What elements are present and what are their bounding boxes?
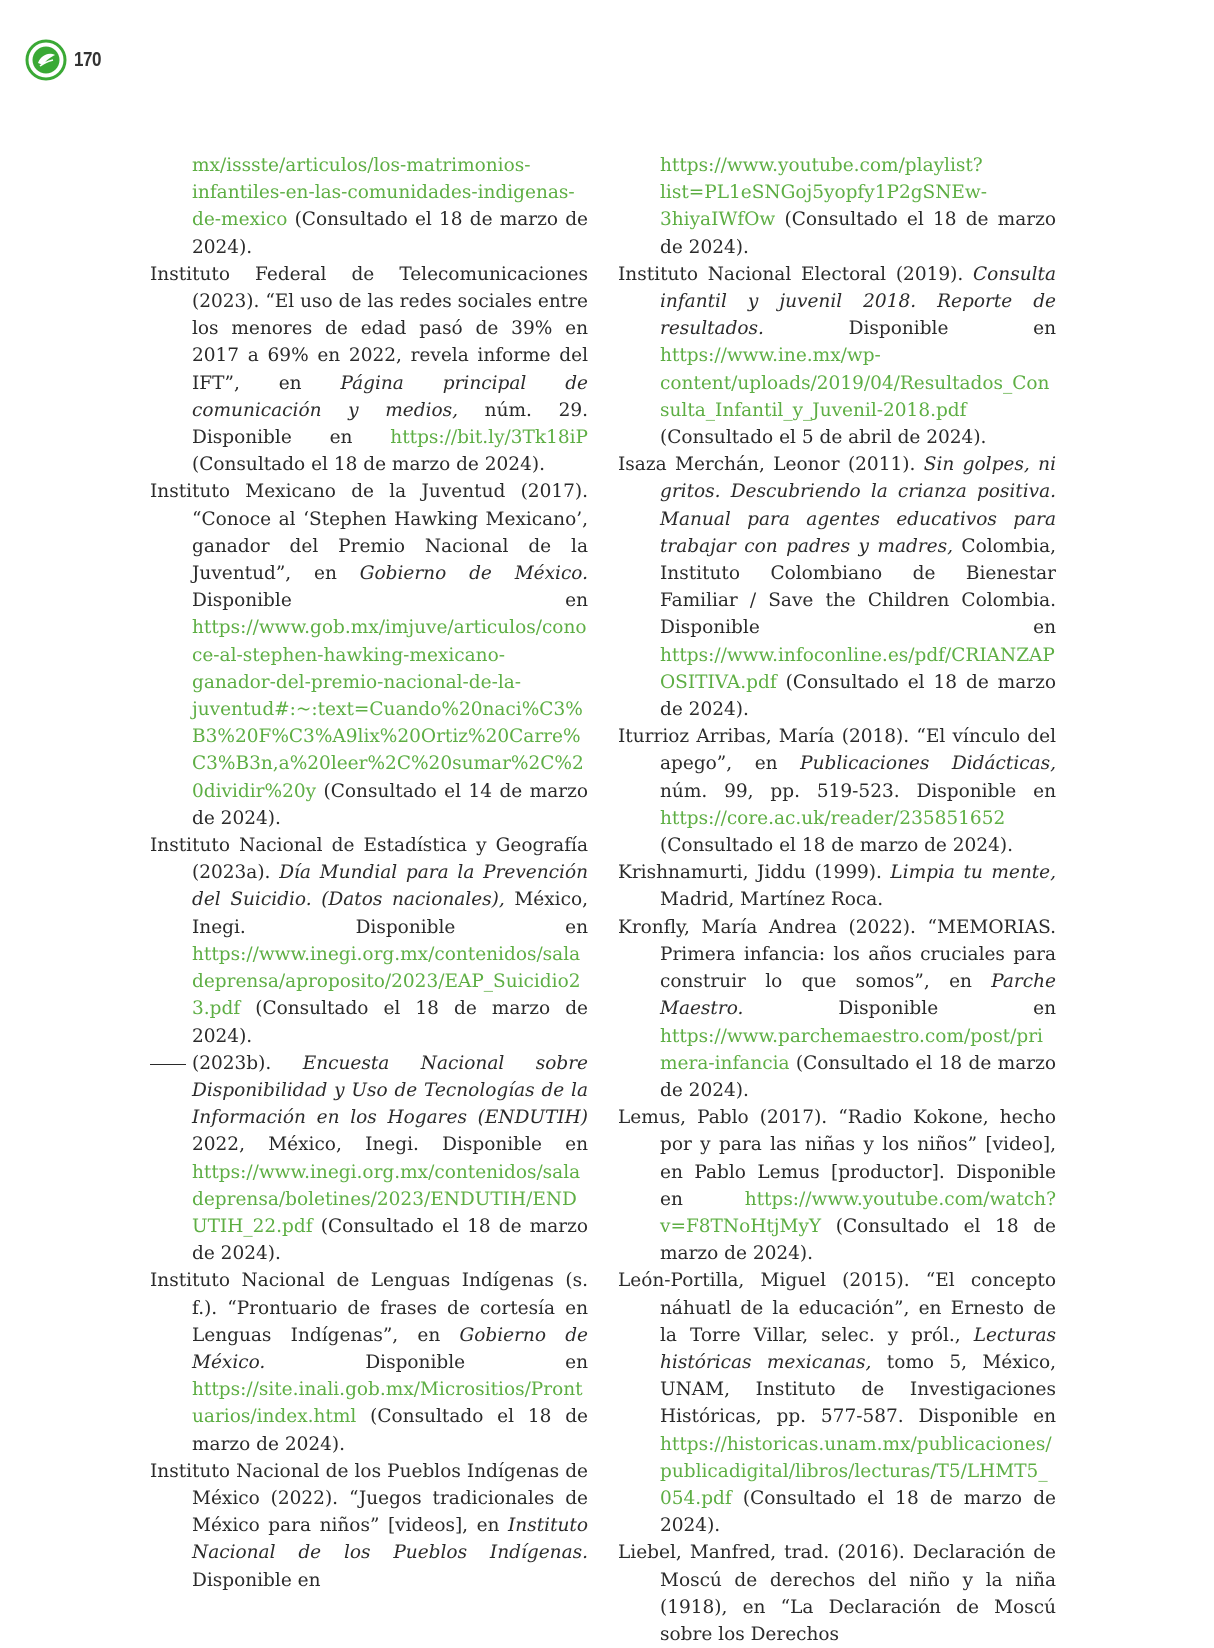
reference-entry [618, 1539, 1056, 1648]
reference-text: (2023b). [192, 1052, 303, 1074]
reference-entry [150, 478, 588, 832]
reference-title-italic: Lecturas históricas mexicanas, [660, 1324, 1056, 1373]
reference-text: (Consultado el 18 de marzo de 2024). [192, 454, 545, 476]
reference-title-italic: Gobierno de México. [192, 1324, 588, 1373]
reference-text: México, Inegi. Disponible en [192, 889, 588, 938]
reference-title-italic: Encuesta Nacional sobre Disponibilidad y Uso de Tecnologías de la Información en los Hogares (ENDUTIH) [192, 1052, 589, 1129]
reference-text: Lemus, Pablo (2017). “Radio Kokone, hecho por y para las niñas y los niños” [video], en Pablo Lemus [productor]. Disponible en [618, 1107, 1056, 1210]
reference-text: Liebel, Manfred, trad. (2016). Declaración de Moscú de derechos del niño y la niña (1918), en “La Declaración de Moscú sobre los Derechos [618, 1542, 1056, 1645]
reference-link[interactable]: https://www.inegi.org.mx/contenidos/saladeprensa/aproposito/2023/EAP_Suicidio23.pdf [192, 943, 581, 1020]
reference-entry [150, 1267, 588, 1457]
reference-text: Colombia, Instituto Colombiano de Bienestar Familiar / Save the Children Colombia. Disponible en [660, 535, 1056, 639]
page-number: 170 [74, 48, 102, 71]
reference-text: Disponible en [763, 318, 1056, 340]
right-column [618, 152, 1056, 1648]
reference-text: Disponible en [192, 590, 588, 612]
reference-title-italic: Parche Maestro. [660, 971, 1056, 1020]
reference-text: (Consultado el 18 de marzo de 2024). [660, 1487, 1056, 1537]
reference-text: (Consultado el 14 de marzo de 2024). [192, 780, 588, 829]
reference-text: Instituto Mexicano de la Juventud (2017). “Conoce al ‘Stephen Hawking Mexicano’, ganador del Premio Nacional de la Juventud”, en [150, 481, 588, 585]
reference-link[interactable]: https://www.ine.mx/wp-content/uploads/2019/04/Resultados_Consulta_Infantil_y_Juvenil-2018.pdf [660, 345, 1050, 421]
reference-link[interactable]: https://www.youtube.com/watch?v=F8TNoHtjMyY [660, 1188, 1056, 1237]
reference-text: núm. 29. Disponible en [192, 399, 589, 449]
reference-link[interactable]: https://core.ac.uk/reader/235851652 [660, 807, 1006, 829]
reference-continuation [150, 152, 588, 261]
reference-title-italic: Sin golpes, ni gritos. Descubriendo la crianza positiva. Manual para agentes educativos para trabajar con padres y madres, [660, 454, 1056, 557]
reference-link[interactable]: https://www.parchemaestro.com/post/primera-infancia [660, 1025, 1043, 1074]
reference-entry [618, 914, 1056, 1104]
reference-text: Instituto Federal de Telecomunicaciones (2023). “El uso de las redes sociales entre los menores de edad pasó de 39% en 2017 a 69% en 2022, revela informe del IFT”, en [150, 263, 588, 394]
reference-text: Instituto Nacional de Lenguas Indígenas (s. f.). “Prontuario de frases de cortesía en Lenguas Indígenas”, en [150, 1270, 588, 1346]
reference-text: Disponible en [743, 998, 1056, 1020]
reference-link[interactable]: https://bit.ly/3Tk18iP [390, 427, 588, 449]
reference-entry [150, 261, 588, 479]
reference-title-italic: Consulta infantil y juvenil 2018. Reporte de resultados. [660, 263, 1056, 340]
reference-continuation [618, 152, 1056, 261]
reference-link[interactable]: https://historicas.unam.mx/publicaciones/publicadigital/libros/lecturas/T5/LHMT5_054.pdf [660, 1433, 1052, 1509]
reference-entry [618, 451, 1056, 723]
reference-text: Disponible en [192, 1569, 321, 1591]
reference-text: tomo 5, México, UNAM, Instituto de Investigaciones Históricas, pp. 577-587. Disponible en [660, 1351, 1056, 1428]
reference-title-italic: Limpia tu mente, [890, 862, 1056, 884]
left-column [150, 152, 588, 1594]
reference-link[interactable]: https://www.gob.mx/imjuve/articulos/conoce-al-stephen-hawking-mexicano-ganador-del-premio-nacional-de-la-juventud#:~:text=Cuando%20naci%C3%B3%20F%C3%A9lix%20Ortiz%20Carre%C3%B3n,a%20leer%2C%20sumar%2C%20dividir%20y [192, 617, 587, 802]
reference-text: (Consultado el 18 de marzo de 2024). [660, 209, 1056, 258]
reference-text: (Consultado el 18 de marzo de 2024). [192, 1215, 588, 1265]
reference-title-italic: Instituto Nacional de los Pueblos Indígenas. [192, 1515, 588, 1564]
reference-link[interactable]: https://site.inali.gob.mx/Micrositios/Prontuarios/index.html [192, 1379, 583, 1428]
reference-text: núm. 99, pp. 519-523. Disponible en [660, 780, 1056, 802]
reference-link[interactable]: https://www.inegi.org.mx/contenidos/saladeprensa/boletines/2023/ENDUTIH/ENDUTIH_22.pdf [192, 1161, 581, 1237]
reference-entry [618, 859, 1056, 913]
reference-text: (Consultado el 18 de marzo de 2024). [192, 209, 588, 258]
reference-text: Instituto Nacional Electoral (2019). [618, 263, 973, 285]
reference-text: León-Portilla, Miguel (2015). “El concepto náhuatl de la educación”, en Ernesto de la Torre Villar, selec. y pról., [618, 1270, 1056, 1346]
reference-text: (Consultado el 18 de marzo de 2024). [192, 998, 588, 1047]
reference-text: 2022, México, Inegi. Disponible en [192, 1134, 588, 1156]
leaf-circle-icon [24, 38, 68, 82]
reference-title-italic: Página principal de comunicación y medios, [192, 372, 588, 421]
reference-entry [150, 832, 588, 1050]
reference-text: (Consultado el 18 de marzo de 2024). [192, 1406, 588, 1455]
reference-title-italic: Publicaciones Didácticas, [800, 753, 1057, 775]
reference-text: (Consultado el 18 de marzo de 2024). [660, 1215, 1056, 1265]
reference-text: (Consultado el 5 de abril de 2024). [660, 427, 987, 449]
reference-entry [618, 1267, 1056, 1539]
reference-link[interactable]: https://www.infoconline.es/pdf/CRIANZAPOSITIVA.pdf [660, 644, 1055, 693]
reference-link[interactable]: mx/issste/articulos/los-matrimonios-infantiles-en-las-comunidades-indigenas-de-mexico [192, 155, 575, 231]
reference-entry [618, 1104, 1056, 1267]
reference-text: Instituto Nacional de Estadística y Geografía (2023a). [150, 835, 588, 884]
reference-text: Kronfly, María Andrea (2022). “MEMORIAS. Primera infancia: los años cruciales para construir lo que somos”, en [618, 916, 1056, 993]
reference-entry [150, 1050, 588, 1268]
reference-text: (Consultado el 18 de marzo de 2024). [660, 671, 1056, 721]
reference-text: Disponible en [265, 1351, 588, 1373]
reference-text: Krishnamurti, Jiddu (1999). [618, 862, 891, 884]
reference-text: (Consultado el 18 de marzo de 2024). [660, 1052, 1056, 1101]
page-header [24, 36, 106, 84]
reference-link[interactable]: https://www.youtube.com/playlist?list=PL1eSNGoj5yopfy1P2gSNEw-3hiyaIWfOw [660, 155, 988, 231]
reference-entry [618, 723, 1056, 859]
reference-text: Isaza Merchán, Leonor (2011). [618, 454, 924, 476]
reference-text: Instituto Nacional de los Pueblos Indígenas de México (2022). “Juegos tradicionales de México para niños” [videos], en [150, 1460, 588, 1537]
reference-title-italic: Gobierno de México. [359, 563, 588, 585]
repeat-author-dash [150, 1064, 186, 1065]
reference-text: (Consultado el 18 de marzo de 2024). [660, 835, 1013, 857]
reference-title-italic: Día Mundial para la Prevención del Suicidio. (Datos nacionales), [192, 862, 589, 911]
reference-text: Iturrioz Arribas, María (2018). “El vínculo del apego”, en [618, 726, 1056, 775]
reference-entry [618, 261, 1056, 451]
reference-entry [150, 1458, 588, 1594]
reference-text: Madrid, Martínez Roca. [660, 889, 884, 911]
